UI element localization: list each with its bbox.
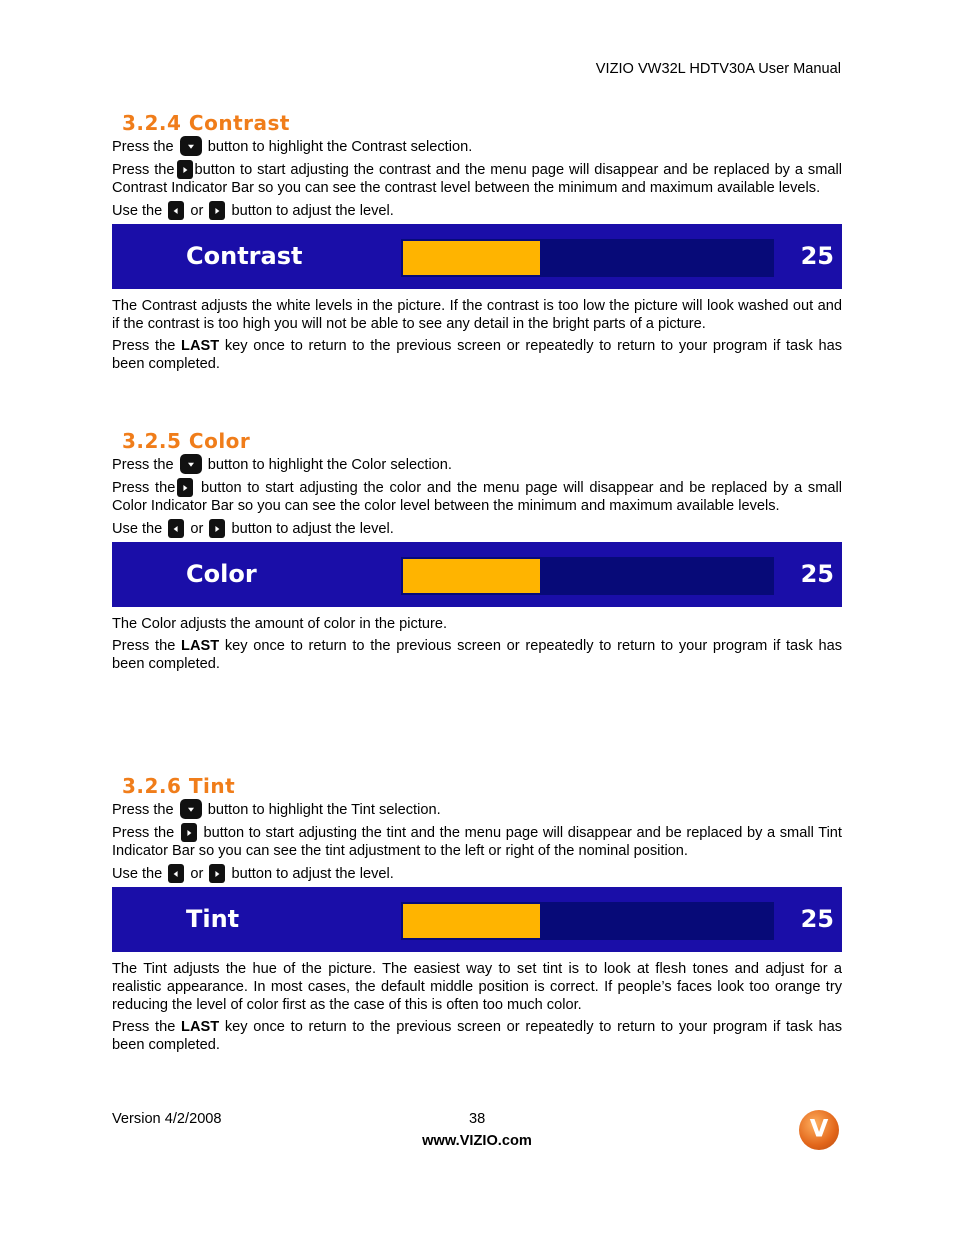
indicator-value: 25 (800, 560, 834, 588)
tint-indicator-bar (112, 887, 842, 952)
indicator-track (401, 902, 774, 940)
left-arrow-button-icon (168, 201, 184, 220)
instruction-line: Use the or button to adjust the level. (112, 866, 394, 882)
down-arrow-button-icon (180, 799, 202, 819)
description-text: The Color adjusts the amount of color in the picture. (112, 616, 448, 632)
indicator-label: Contrast (186, 242, 303, 270)
right-arrow-button-icon (209, 201, 225, 220)
last-key-note: Press the LAST key once to return to the previous screen or repeatedly to return to your program if task has been completed. (112, 338, 842, 372)
page-header-title: VIZIO VW32L HDTV30A User Manual (595, 61, 841, 77)
vizio-logo-icon (799, 1110, 839, 1150)
right-arrow-button-icon (181, 823, 197, 842)
instruction-line: Press the button to start adjusting the tint and the menu page will disappear and be replaced by a small Tint Indicator Bar so you can see the tint adjustment to the left or right of the nominal position. (112, 825, 842, 859)
footer-page-number: 38 (469, 1111, 486, 1127)
last-key-note: Press the LAST key once to return to the previous screen or repeatedly to return to your program if task has been completed. (112, 1019, 842, 1053)
section-heading: 3.2.4 Contrast (122, 111, 290, 135)
instruction-line: Use the or button to adjust the level. (112, 203, 394, 219)
section-color (112, 428, 842, 677)
color-indicator-bar (112, 542, 842, 607)
indicator-label: Tint (186, 905, 240, 933)
right-arrow-button-icon (177, 478, 193, 497)
footer-url: www.VIZIO.com (422, 1133, 532, 1149)
section-heading: 3.2.5 Color (122, 429, 251, 453)
instruction-line: Use the or button to adjust the level. (112, 521, 394, 537)
right-arrow-button-icon (209, 864, 225, 883)
contrast-indicator-bar (112, 224, 842, 289)
section-heading: 3.2.6 Tint (122, 774, 236, 798)
description-text: The Tint adjusts the hue of the picture. The easiest way to set tint is to look at flesh tones and adjust for a realistic appearance. In most cases, the default middle position is correct. If people’s faces look too orange try reducing the level of color first as the case of this is often too much color. (112, 961, 842, 1013)
description-text: The Contrast adjusts the white levels in the picture. If the contrast is too low the picture will look washed out and if the contrast is too high you will not be able to see any detail in the bright parts of a picture. (112, 298, 842, 332)
indicator-fill (403, 559, 540, 593)
right-arrow-button-icon (177, 160, 193, 179)
right-arrow-button-icon (209, 519, 225, 538)
indicator-value: 25 (800, 242, 834, 270)
indicator-track (401, 557, 774, 595)
last-key-note: Press the LAST key once to return to the previous screen or repeatedly to return to your program if task has been completed. (112, 638, 842, 672)
section-tint (112, 773, 842, 1058)
left-arrow-button-icon (168, 519, 184, 538)
instruction-line: Press the button to highlight the Contrast selection. (112, 136, 842, 156)
instruction-line: Press the button to highlight the Color selection. (112, 454, 842, 474)
footer-version: Version 4/2/2008 (112, 1111, 222, 1127)
indicator-value: 25 (800, 905, 834, 933)
left-arrow-button-icon (168, 864, 184, 883)
indicator-fill (403, 904, 540, 938)
logo-letter: V (809, 1114, 829, 1143)
indicator-fill (403, 241, 540, 275)
section-contrast (112, 110, 842, 377)
instruction-line: Press the button to start adjusting the color and the menu page will disappear and be replaced by a small Color Indicator Bar so you can see the color level between the minimum and maximum available levels. (112, 480, 842, 514)
indicator-track (401, 239, 774, 277)
instruction-line: Press the button to start adjusting the contrast and the menu page will disappear and be replaced by a small Contrast Indicator Bar so you can see the contrast level between the minimum and maximum available levels. (112, 162, 842, 196)
down-arrow-button-icon (180, 454, 202, 474)
instruction-line: Press the button to highlight the Tint selection. (112, 799, 842, 819)
indicator-label: Color (186, 560, 257, 588)
down-arrow-button-icon (180, 136, 202, 156)
